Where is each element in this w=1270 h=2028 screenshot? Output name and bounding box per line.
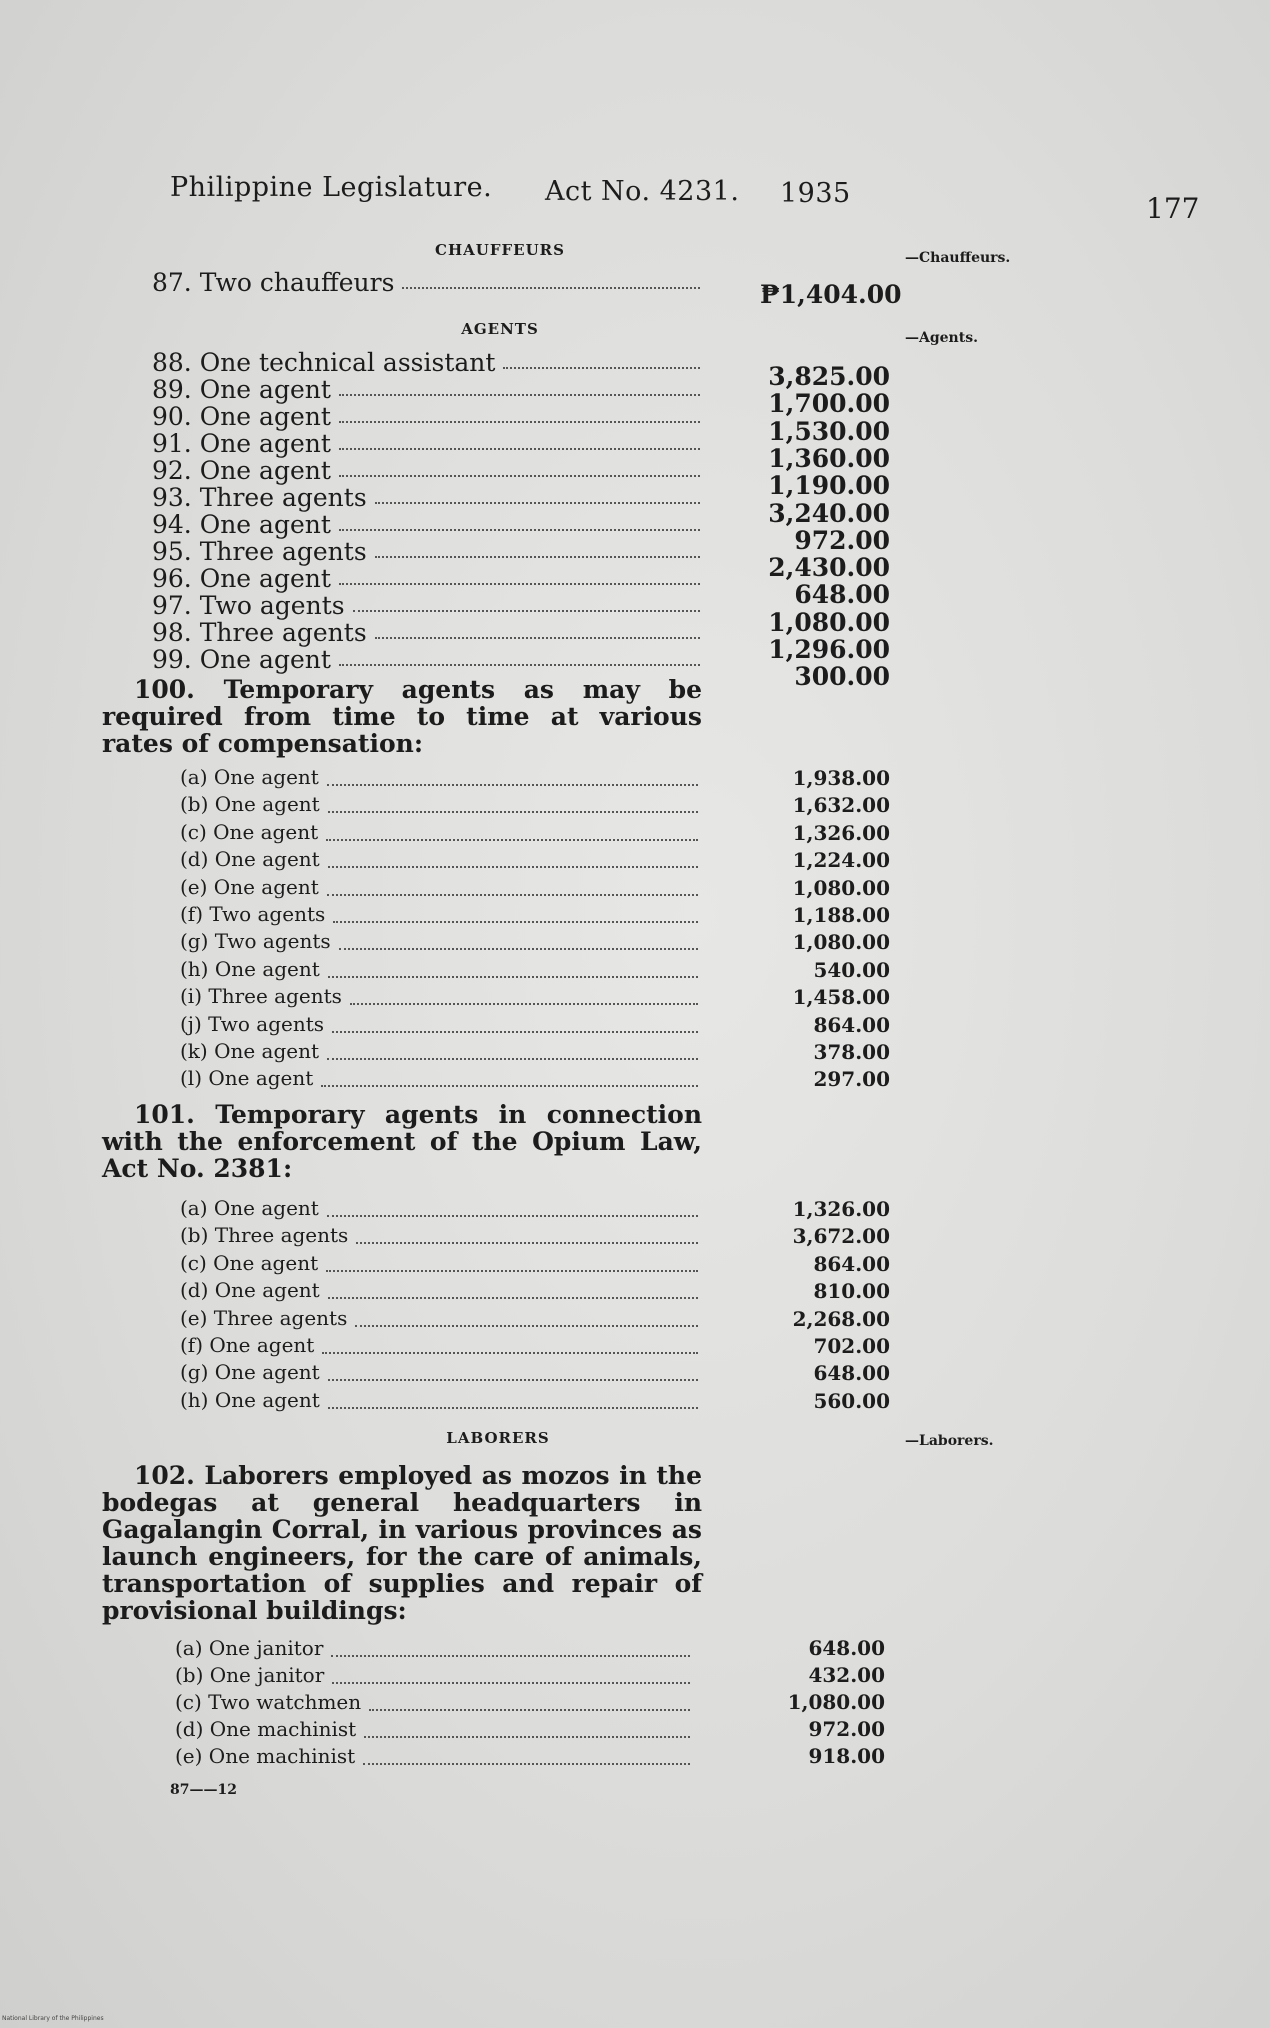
line-item-amount: 1,530.00 [768,416,890,446]
line-item-label: (a) One janitor [175,1636,324,1660]
page-header [170,172,850,212]
leader-dots [333,919,698,923]
line-item-amount: 3,672.00 [792,1224,890,1249]
line-item-label: 95. Three agents [152,537,367,566]
leader-dots [328,1295,698,1299]
line-item [180,1066,890,1093]
line-item-amount: 3,240.00 [768,498,890,528]
leader-dots [503,365,700,369]
leader-dots [339,662,700,666]
line-item-amount: 1,080.00 [792,875,890,900]
line-item [175,1690,885,1717]
leader-dots [328,1377,698,1381]
item-101-text: 101. Temporary agents in connection with the enforcement of the Opium Law, Act No. 2381: [102,1100,702,1183]
leader-dots [327,1056,698,1060]
line-item-label: 98. Three agents [152,618,367,647]
line-item [180,1388,890,1415]
line-item [175,1717,885,1744]
leader-dots [328,1405,698,1409]
line-item [180,1278,890,1305]
line-item-amount: 1,326.00 [792,1197,890,1221]
leader-dots [322,1350,698,1354]
line-item-label: (f) One agent [180,1333,315,1357]
line-item-label: 89. One agent [152,375,331,404]
scan-credit: National Library of the Philippines [2,2015,104,2022]
margin-note-agents: —Agents. [905,330,978,346]
leader-dots [326,837,698,841]
line-item-amount: 1,458.00 [792,985,890,1010]
line-item-label: (c) One agent [180,819,319,844]
line-item-label: (c) Two watchmen [175,1690,362,1714]
line-item-amount: 864.00 [813,1251,890,1276]
line-item-label: (h) One agent [180,956,320,981]
leader-dots [350,1001,698,1005]
line-item-amount: 648.00 [794,580,890,610]
line-item-amount: 1,188.00 [792,903,890,927]
line-item-label: (g) Two agents [180,929,331,954]
leader-dots [369,1707,690,1711]
line-item-label: (i) Three agents [180,984,342,1009]
line-item-amount: ₱1,404.00 [760,280,902,309]
leader-dots [339,527,700,531]
line-item-label: (g) One agent [180,1360,320,1385]
line-item [180,875,890,902]
line-item-label: (a) One agent [180,765,319,789]
line-item [180,765,890,792]
line-item [152,645,890,692]
line-item-amount: 560.00 [813,1388,890,1413]
leader-dots [327,782,698,786]
line-item [180,1333,890,1360]
line-item [175,1663,885,1690]
line-item-label: (j) Two agents [180,1011,325,1036]
line-item-label: (b) One agent [180,792,320,817]
leader-dots [339,946,698,950]
leader-dots [328,809,698,813]
line-item [152,268,902,309]
margin-note-laborers: —Laborers. [905,1433,994,1449]
line-item-amount: 864.00 [813,1012,890,1037]
leader-dots [328,974,698,978]
line-item-amount: 432.00 [808,1663,885,1687]
line-item-label: (h) One agent [180,1387,320,1412]
line-item-amount: 648.00 [813,1361,890,1386]
line-item-amount: 1,360.00 [768,443,890,473]
line-item-label: 96. One agent [152,564,331,593]
line-item-label: 92. One agent [152,456,331,485]
leader-dots [402,285,700,289]
line-item [175,1744,885,1771]
header-year: 1935 [780,178,851,209]
line-item-amount: 1,938.00 [792,766,890,790]
line-item-label: 87. Two chauffeurs [152,268,395,297]
line-item-amount: 972.00 [794,525,890,555]
leader-dots [339,581,700,585]
line-item-label: 99. One agent [152,645,331,674]
leader-dots [339,473,700,477]
line-item-amount: 1,190.00 [768,471,890,501]
line-item [175,1636,885,1663]
line-item-label: (k) One agent [180,1039,320,1063]
leader-dots [353,608,700,612]
line-item [180,1196,890,1223]
line-item-amount: 702.00 [813,1334,890,1358]
line-item-amount: 2,268.00 [792,1306,890,1331]
leader-dots [375,554,700,558]
line-item-label: (e) One agent [180,874,319,899]
line-item-amount: 1,632.00 [792,793,890,818]
line-item-label: (f) Two agents [180,902,326,926]
line-item [180,902,890,929]
leader-dots [332,1029,698,1033]
leader-dots [327,892,698,896]
line-item-label: (d) One agent [180,1278,320,1303]
line-item-amount: 1,080.00 [792,930,890,955]
leader-dots [331,1653,690,1657]
line-item [180,1251,890,1278]
heading-chauffeurs: CHAUFFEURS [435,241,565,259]
line-item-amount: 3,825.00 [768,362,890,391]
leader-dots [327,1213,698,1217]
line-item-label: 88. One technical assistant [152,348,496,377]
leader-dots [326,1268,698,1272]
line-item [180,929,890,956]
page-number: 177 [1146,192,1200,225]
line-item [180,957,890,984]
line-item-amount: 918.00 [808,1744,885,1768]
leader-dots [328,864,698,868]
leader-dots [363,1761,690,1765]
leader-dots [356,1240,698,1244]
line-item-amount: 1,224.00 [792,848,890,873]
leader-dots [332,1680,690,1684]
line-item-label: 91. One agent [152,429,331,458]
line-item-label: 97. Two agents [152,591,345,620]
line-item-amount: 1,080.00 [787,1690,885,1714]
line-item-label: 94. One agent [152,510,331,539]
leader-dots [321,1083,698,1087]
line-item-amount: 810.00 [813,1279,890,1304]
item-102-text: 102. Laborers employed as mozos in the bodegas at general headquarters in Gagalangin Corral, in various provinces as launch engineers, for the care of animals, transportation of supplies and repair of provisional buildings: [102,1461,702,1625]
line-item-amount: 297.00 [813,1067,890,1092]
line-item-amount: 648.00 [808,1636,885,1660]
line-item-label: (e) One machinist [175,1744,356,1768]
leader-dots [339,419,700,423]
line-item-label: (c) One agent [180,1250,319,1275]
line-item-amount: 2,430.00 [768,553,890,583]
line-item-amount: 1,326.00 [792,820,890,845]
leader-dots [355,1323,698,1327]
header-act: Act No. 4231. [545,176,740,207]
leader-dots [375,500,700,504]
line-item [180,1012,890,1039]
line-item [180,1039,890,1066]
line-item-label: 93. Three agents [152,483,367,512]
line-item-label: (d) One agent [180,847,320,872]
leader-dots [364,1734,690,1738]
margin-note-chauffeurs: —Chauffeurs. [905,250,1011,266]
line-item [180,1360,890,1387]
signature-footnote: 87——12 [170,1782,237,1798]
line-item-label: (a) One agent [180,1196,319,1220]
leader-dots [339,392,700,396]
leader-dots [339,446,700,450]
line-item-amount: 1,080.00 [768,607,890,637]
line-item-amount: 540.00 [813,957,890,982]
line-item-amount: 1,296.00 [768,635,890,664]
heading-laborers: LABORERS [446,1429,550,1447]
line-item-amount: 1,700.00 [768,389,890,419]
line-item-amount: 972.00 [808,1717,885,1741]
leader-dots [375,635,700,639]
line-item-label: (e) Three agents [180,1305,348,1330]
line-item [180,820,890,847]
line-item-amount: 378.00 [813,1040,890,1064]
item-100-text: 100. Temporary agents as may be required from time to time at various rates of compensation: [102,675,702,758]
line-item [180,984,890,1011]
heading-agents: AGENTS [461,320,539,338]
line-item-label: (d) One machinist [175,1717,357,1741]
line-item-label: (l) One agent [180,1066,314,1091]
header-title: Philippine Legislature. [170,172,493,203]
line-item [180,792,890,819]
line-item [180,847,890,874]
line-item-amount: 300.00 [794,662,890,692]
line-item [180,1223,890,1250]
line-item-label: (b) One janitor [175,1663,325,1687]
line-item-label: (b) Three agents [180,1223,349,1248]
line-item [180,1306,890,1333]
line-item-label: 90. One agent [152,402,331,431]
